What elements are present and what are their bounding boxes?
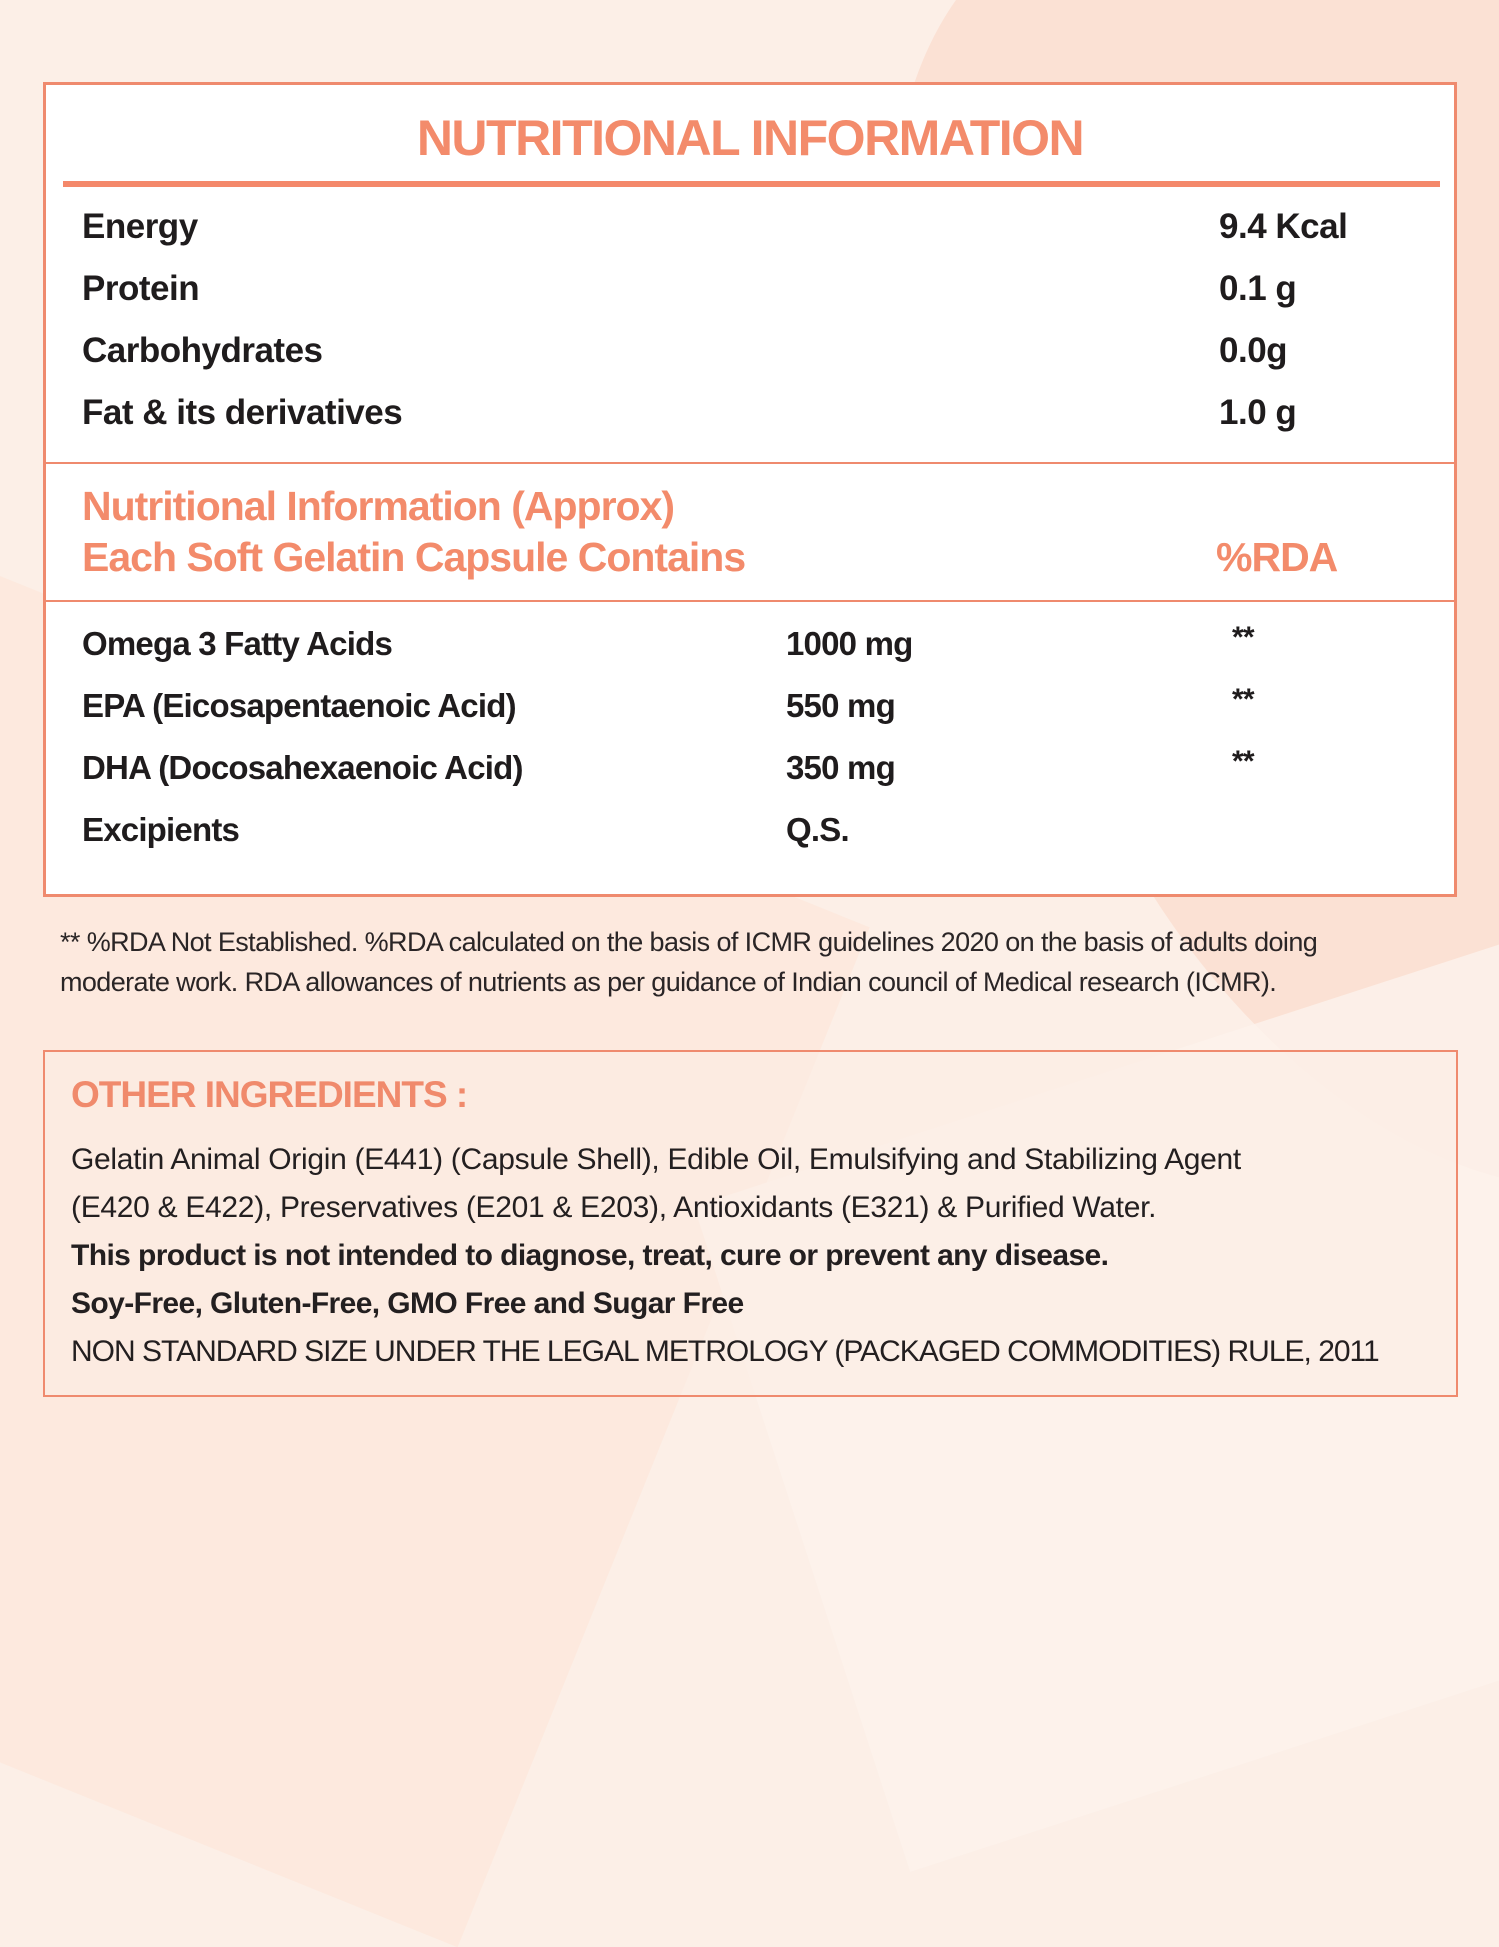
other-ingredients-body xyxy=(71,1136,1441,1376)
ingredient-rda: ** xyxy=(1232,683,1254,716)
nutrient-value: 0.1 g xyxy=(1219,269,1297,308)
ingredient-rda: ** xyxy=(1232,621,1254,654)
ingredient-row-dha xyxy=(82,743,1412,805)
ingredient-name: Omega 3 Fatty Acids xyxy=(82,625,393,662)
subheading-line-1: Nutritional Information (Approx) xyxy=(82,483,675,529)
ingredients-text-line-2: (E420 & E422), Preservatives (E201 & E203), Antioxidants (E321) & Purified Water. xyxy=(71,1191,1157,1224)
nutrition-table xyxy=(43,82,1457,897)
rda-column-header: %RDA xyxy=(1216,534,1338,580)
nutrient-value: 9.4 Kcal xyxy=(1219,207,1348,246)
nutrient-label: Fat & its derivatives xyxy=(82,393,403,432)
other-ingredients-title: OTHER INGREDIENTS : xyxy=(71,1074,468,1115)
nutrient-value: 0.0g xyxy=(1219,331,1288,370)
title-underline xyxy=(63,181,1440,187)
nutrient-row-carbohydrates xyxy=(82,327,1412,389)
page-title: NUTRITIONAL INFORMATION xyxy=(416,110,1084,166)
nutrient-row-fat xyxy=(82,389,1412,451)
rda-footnote xyxy=(60,922,1430,1002)
basic-nutrients-list xyxy=(82,203,1412,451)
ingredient-row-epa xyxy=(82,681,1412,743)
ingredient-name: Excipients xyxy=(82,811,240,848)
ingredient-row-excipients xyxy=(82,805,1412,867)
footnote-line-1: ** %RDA Not Established. %RDA calculated on the basis of ICMR guidelines 2020 on the basis of adults doing xyxy=(60,927,1318,957)
ingredient-row-omega3 xyxy=(82,619,1412,681)
ingredients-text-line-1: Gelatin Animal Origin (E441) (Capsule Shell), Edible Oil, Emulsifying and Stabilizing Agent xyxy=(71,1143,1241,1176)
nutrient-row-protein xyxy=(82,265,1412,327)
ingredient-rda: ** xyxy=(1232,745,1254,778)
ingredient-name: EPA (Eicosapentaenoic Acid) xyxy=(82,687,516,724)
ingredient-amount: Q.S. xyxy=(786,811,849,848)
footnote-line-2: moderate work. RDA allowances of nutrients as per guidance of Indian council of Medical research (ICMR). xyxy=(60,967,1277,997)
legal-metrology-note: NON STANDARD SIZE UNDER THE LEGAL METROLOGY (PACKAGED COMMODITIES) RULE, 2011 xyxy=(71,1335,1379,1368)
nutrient-value: 1.0 g xyxy=(1219,393,1297,432)
section-divider xyxy=(46,462,1454,464)
free-from-claims: Soy-Free, Gluten-Free, GMO Free and Sugar Free xyxy=(71,1287,744,1320)
nutrient-label: Protein xyxy=(82,269,200,308)
ingredients-list xyxy=(82,619,1412,867)
section-divider xyxy=(46,600,1454,602)
ingredient-amount: 550 mg xyxy=(786,687,895,724)
medical-disclaimer: This product is not intended to diagnose, treat, cure or prevent any disease. xyxy=(71,1239,1109,1272)
ingredient-amount: 1000 mg xyxy=(786,625,913,662)
nutrient-label: Energy xyxy=(82,207,198,246)
capsule-contents-heading xyxy=(82,481,1412,583)
ingredient-name: DHA (Docosahexaenoic Acid) xyxy=(82,749,523,786)
nutrient-label: Carbohydrates xyxy=(82,331,323,370)
nutrient-row-energy xyxy=(82,203,1412,265)
other-ingredients-box xyxy=(43,1050,1458,1397)
ingredient-amount: 350 mg xyxy=(786,749,895,786)
subheading-line-2: Each Soft Gelatin Capsule Contains xyxy=(82,534,746,580)
